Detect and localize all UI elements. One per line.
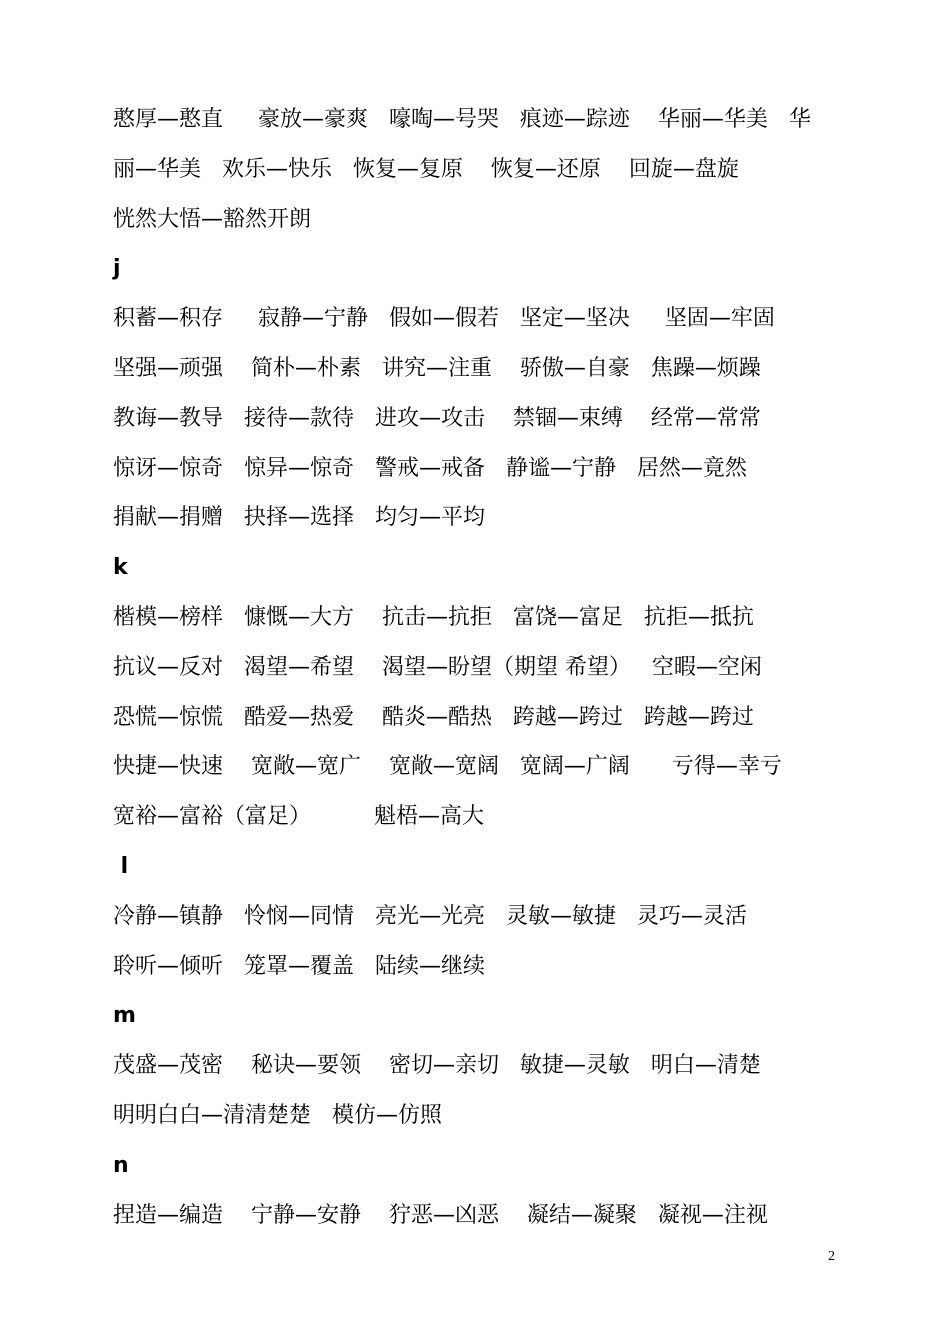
synonym-line: 捏造—编造 宁静—安静 狞恶—凶恶 凝结—凝聚 凝视—注视: [113, 1202, 768, 1228]
section-letter-heading: l: [113, 853, 129, 879]
synonym-line: 积蓄—积存 寂静—宁静 假如—假若 坚定—坚决 坚固—牢固: [113, 306, 775, 332]
section-letter-heading: n: [113, 1152, 129, 1178]
synonym-line: 恐慌—惊慌 酷爱—热爱 酷炎—酷热 跨越—跨过 跨越—跨过: [113, 704, 754, 730]
synonym-line: 丽—华美 欢乐—快乐 恢复—复原 恢复—还原 回旋—盘旋: [113, 156, 739, 182]
synonym-line: 教诲—教导 接待—款待 进攻—攻击 禁锢—束缚 经常—常常: [113, 405, 761, 431]
synonym-line: 惊讶—惊奇 惊异—惊奇 警戒—戒备 静谧—宁静 居然—竟然: [113, 455, 747, 481]
section-letter-heading: m: [113, 1003, 136, 1029]
synonym-line: 冷静—镇静 怜悯—同情 亮光—光亮 灵敏—敏捷 灵巧—灵活: [113, 903, 747, 929]
synonym-line: 宽裕—富裕（富足） 魁梧—高大: [113, 804, 484, 830]
synonym-line: 聆听—倾听 笼罩—覆盖 陆续—继续: [113, 953, 485, 979]
synonym-line: 恍然大悟—豁然开朗: [113, 206, 312, 232]
synonym-line: 抗议—反对 渴望—希望 渴望—盼望（期望 希望） 空暇—空闲: [113, 654, 762, 680]
synonym-line: 坚强—顽强 简朴—朴素 讲究—注重 骄傲—自豪 焦躁—烦躁: [113, 355, 761, 381]
synonym-line: 明明白白—清清楚楚 模仿—仿照: [113, 1102, 442, 1128]
synonym-list: [113, 95, 833, 1240]
synonym-line: 憨厚—憨直 豪放—豪爽 嚎啕—号哭 痕迹—踪迹 华丽—华美 华: [113, 107, 811, 132]
synonym-line: 快捷—快速 宽敞—宽广 宽敞—宽阔 宽阔—广阔 亏得—幸亏: [113, 754, 782, 780]
synonym-line: 楷模—榜样 慷慨—大方 抗击—抗拒 富饶—富足 抗拒—抵抗: [113, 604, 754, 630]
section-letter-heading: j: [113, 256, 121, 282]
synonym-line: 茂盛—茂密 秘诀—要领 密切—亲切 敏捷—灵敏 明白—清楚: [113, 1053, 761, 1079]
section-letter-heading: k: [113, 555, 128, 581]
synonym-line: 捐献—捐赠 抉择—选择 均匀—平均: [113, 505, 485, 531]
page-number: 2: [828, 1249, 835, 1264]
